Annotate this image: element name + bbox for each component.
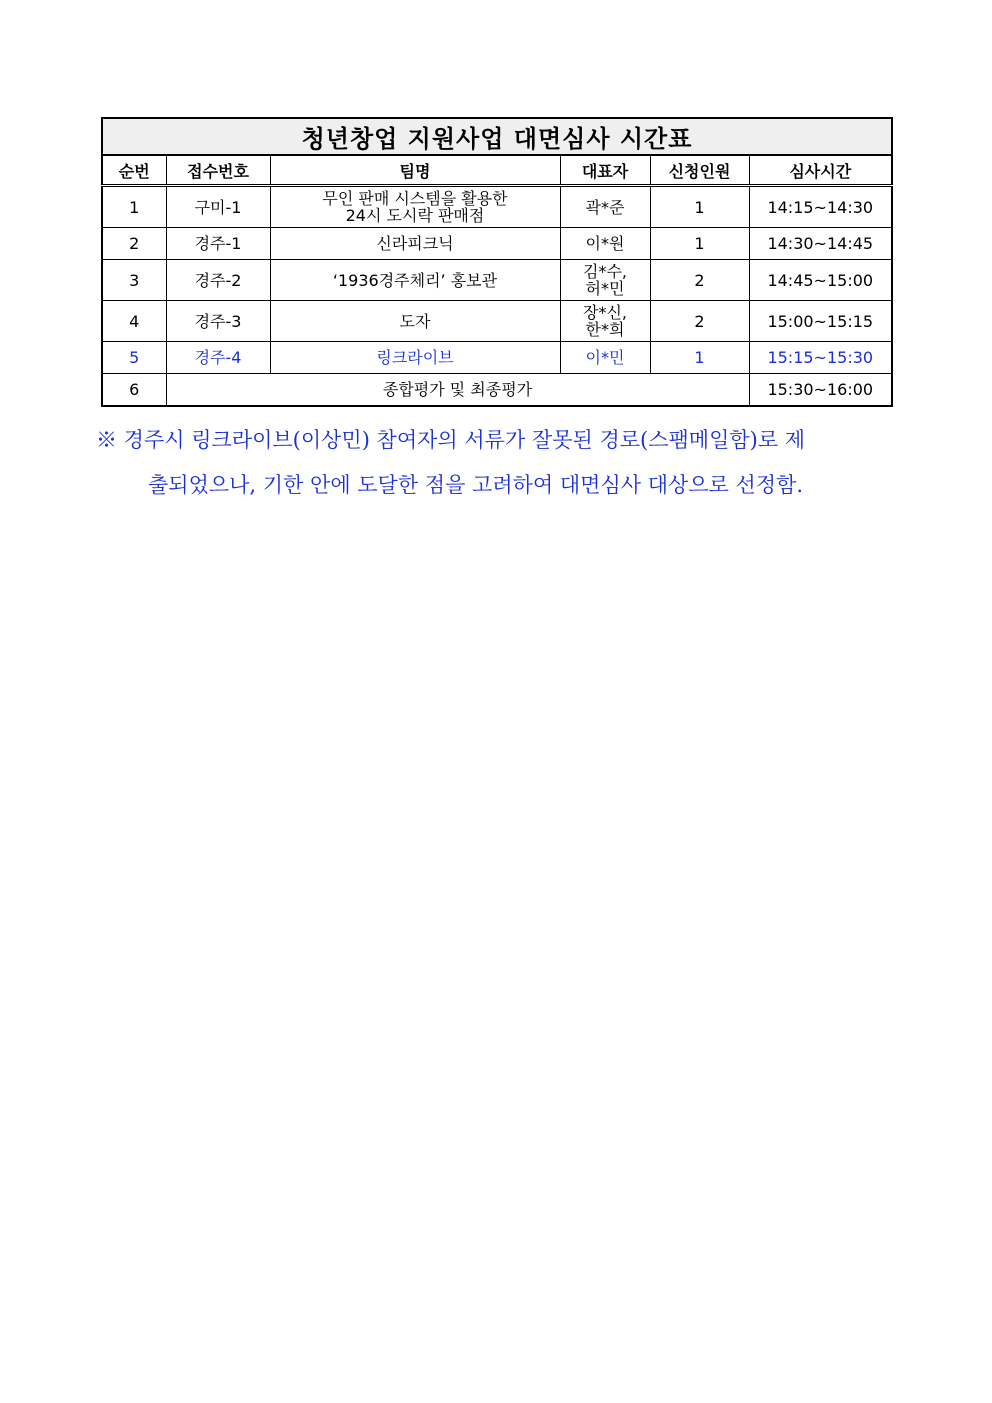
- row-no: 4: [102, 301, 166, 342]
- row-no: 2: [102, 228, 166, 260]
- row-team-line1: 무인 판매 시스템을 활용한: [322, 189, 508, 208]
- column-header-rep: 대표자: [560, 155, 650, 186]
- row-reg: 경주-1: [166, 228, 270, 260]
- footnote: [96, 418, 896, 508]
- row-reg: 구미-1: [166, 186, 270, 228]
- row-no: 6: [102, 374, 166, 407]
- row-reg: 경주-4: [166, 342, 270, 374]
- row-time: 14:30~14:45: [749, 228, 892, 260]
- row-time: 15:15~15:30: [749, 342, 892, 374]
- row-rep-line2: 한*희: [585, 320, 625, 339]
- row-no: 1: [102, 186, 166, 228]
- column-header-reg: 접수번호: [166, 155, 270, 186]
- column-header-no: 순번: [102, 155, 166, 186]
- row-time: 15:30~16:00: [749, 374, 892, 407]
- row-team: [270, 186, 560, 228]
- table-row-final: [102, 374, 892, 407]
- row-time: 14:45~15:00: [749, 260, 892, 301]
- row-count: 1: [650, 342, 749, 374]
- row-team: 신라피크닉: [270, 228, 560, 260]
- row-team: 도자: [270, 301, 560, 342]
- row-count: 2: [650, 301, 749, 342]
- table-row-highlighted: [102, 342, 892, 374]
- page-title: 청년창업 지원사업 대면심사 시간표: [102, 118, 892, 155]
- row-team: ‘1936경주체리’ 홍보관: [270, 260, 560, 301]
- row-no: 5: [102, 342, 166, 374]
- column-header-team: 팀명: [270, 155, 560, 186]
- table-row: [102, 301, 892, 342]
- row-rep-line2: 허*민: [585, 279, 625, 298]
- row-rep: 이*원: [560, 228, 650, 260]
- row-count: 2: [650, 260, 749, 301]
- row-rep: [560, 260, 650, 301]
- row-reg: 경주-3: [166, 301, 270, 342]
- row-rep: [560, 301, 650, 342]
- row-team-line2: 24시 도시락 판매점: [345, 206, 485, 225]
- table-row: [102, 228, 892, 260]
- final-evaluation-label: 종합평가 및 최종평가: [166, 374, 749, 407]
- row-reg: 경주-2: [166, 260, 270, 301]
- footnote-line1: ※ 경주시 링크라이브(이상민) 참여자의 서류가 잘못된 경로(스팸메일함)로 제: [96, 428, 806, 452]
- table-row: [102, 260, 892, 301]
- footnote-line2: 출되었으나, 기한 안에 도달한 점을 고려하여 대면심사 대상으로 선정함.: [148, 473, 804, 497]
- schedule-table: [101, 117, 893, 407]
- row-team: 링크라이브: [270, 342, 560, 374]
- row-no: 3: [102, 260, 166, 301]
- table-row: [102, 186, 892, 228]
- column-header-count: 신청인원: [650, 155, 749, 186]
- table-title-row: [102, 118, 892, 155]
- row-count: 1: [650, 228, 749, 260]
- row-rep-line1: 김*수,: [583, 262, 627, 281]
- row-time: 14:15~14:30: [749, 186, 892, 228]
- row-rep: 곽*준: [560, 186, 650, 228]
- row-count: 1: [650, 186, 749, 228]
- column-header-time: 심사시간: [749, 155, 892, 186]
- row-rep: 이*민: [560, 342, 650, 374]
- row-time: 15:00~15:15: [749, 301, 892, 342]
- row-rep-line1: 장*신,: [583, 303, 627, 322]
- table-header-row: [102, 155, 892, 186]
